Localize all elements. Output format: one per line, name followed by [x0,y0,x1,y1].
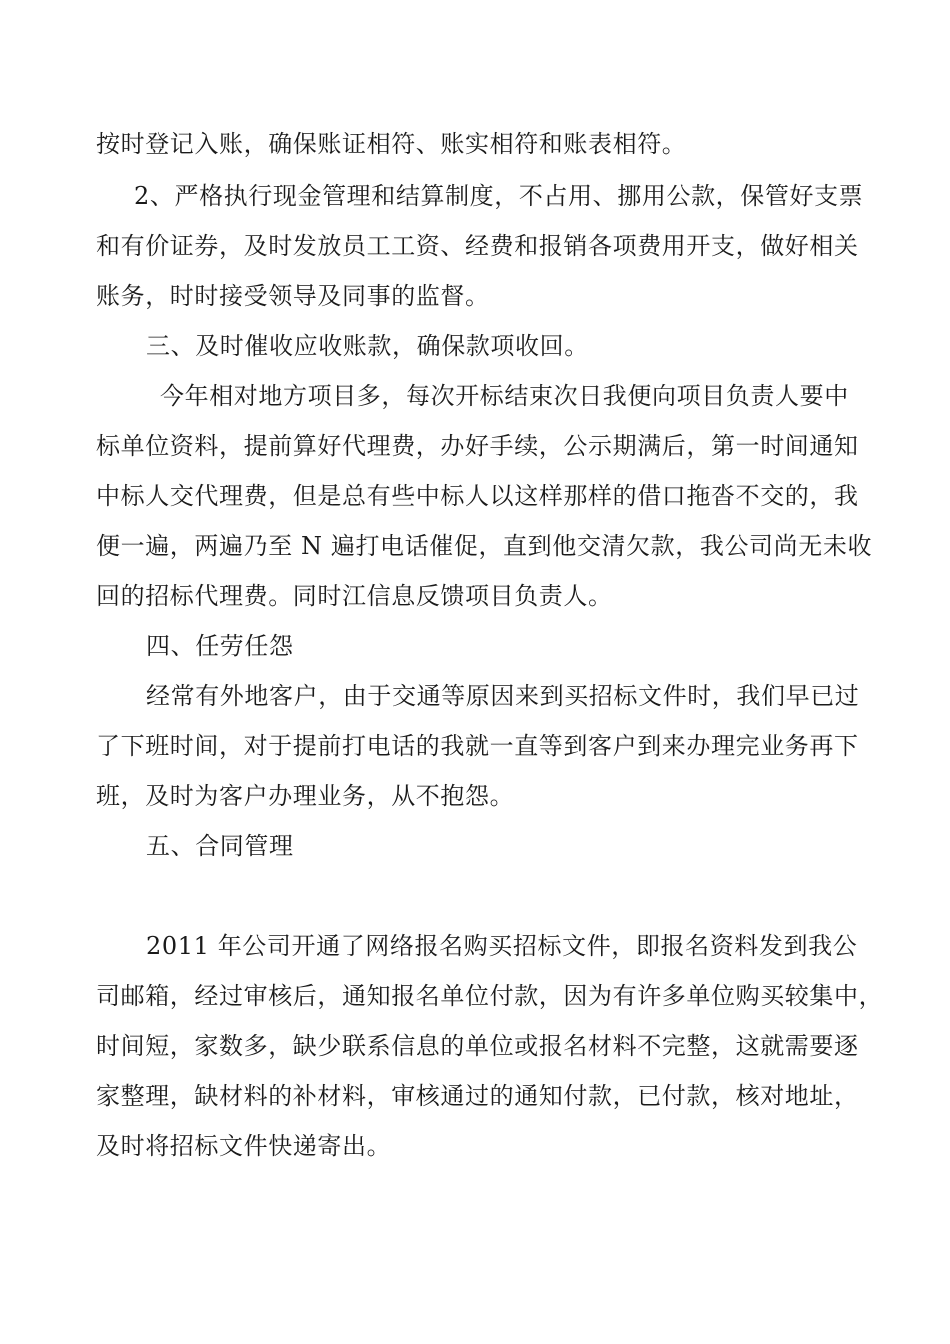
text-line-1: 按时登记入账，确保账证相符、账实相符和账表相符。 [96,130,687,158]
text-line-16: 2011 年公司开通了网络报名购买招标文件，即报名资料发到我公 [146,932,858,960]
section-heading-5: 五、合同管理 [146,832,294,860]
text-line-8: 中标人交代理费，但是总有些中标人以这样那样的借口拖沓不交的，我 [96,482,859,510]
text-line-19: 家整理，缺材料的补材料，审核通过的通知付款，已付款，核对地址， [96,1082,859,1110]
section-heading-4: 四、任劳任怨 [146,632,294,660]
text-line-14: 班，及时为客户办理业务，从不抱怨。 [96,782,515,810]
text-line-20: 及时将招标文件快递寄出。 [96,1132,392,1160]
text-line-13: 了下班时间，对于提前打电话的我就一直等到客户到来办理完业务再下 [96,732,859,760]
text-line-3: 和有价证券，及时发放员工工资、经费和报销各项费用开支，做好相关 [96,232,859,260]
text-line-17: 司邮箱，经过审核后，通知报名单位付款，因为有许多单位购买较集中， [96,982,884,1010]
text-line-2: 2、严格执行现金管理和结算制度，不占用、挪用公款，保管好支票 [134,182,864,210]
text-line-12: 经常有外地客户，由于交通等原因来到买招标文件时，我们早已过 [146,682,860,710]
text-line-10: 回的招标代理费。同时江信息反馈项目负责人。 [96,582,613,610]
text-line-6: 今年相对地方项目多，每次开标结束次日我便向项目负责人要中 [160,382,849,410]
text-line-7: 标单位资料，提前算好代理费，办好手续，公示期满后，第一时间通知 [96,432,859,460]
text-line-9: 便一遍，两遍乃至 N 遍打电话催促，直到他交清欠款，我公司尚无未收 [96,532,873,560]
text-line-4: 账务，时时接受领导及同事的监督。 [96,282,490,310]
text-line-18: 时间短，家数多，缺少联系信息的单位或报名材料不完整，这就需要逐 [96,1032,859,1060]
section-heading-3: 三、及时催收应收账款，确保款项收回。 [146,332,589,360]
